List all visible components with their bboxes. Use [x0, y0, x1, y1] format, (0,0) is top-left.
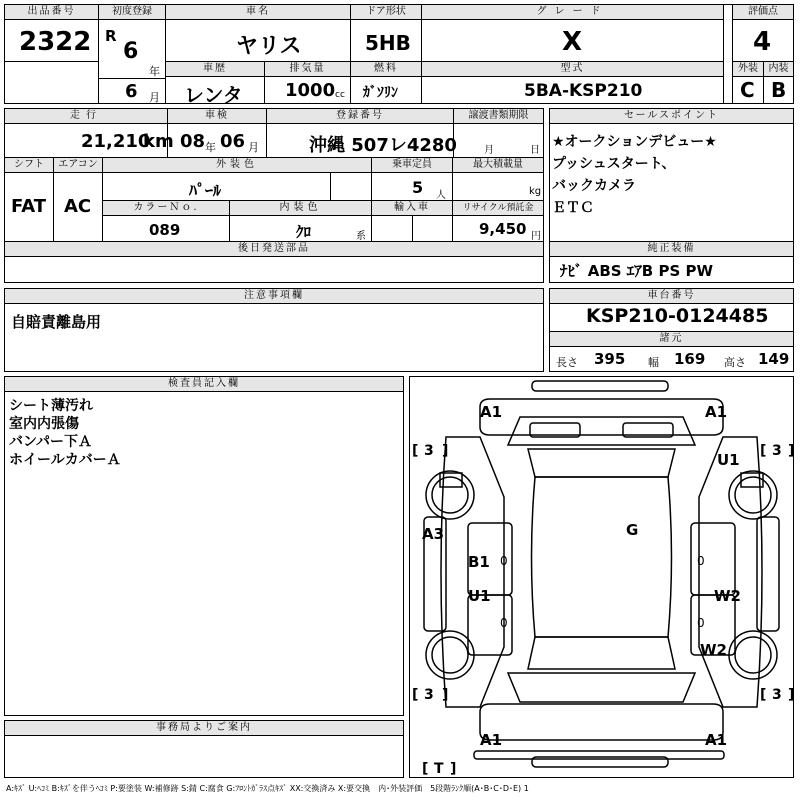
chassis-value: KSP210-0124485: [586, 305, 769, 327]
aircon-cell: [53, 157, 103, 242]
sales-point-line: バックカメラ: [552, 178, 636, 194]
door-bl-value: 0: [500, 616, 508, 630]
specs-width: 169: [674, 350, 706, 368]
door-value: 5HB: [365, 31, 411, 55]
door-cell: [350, 4, 422, 62]
specs-height-label: 高さ: [724, 356, 746, 369]
specs-length-label: 長さ: [556, 356, 578, 369]
model-label: 型式: [422, 62, 723, 77]
door-br-value: 0: [697, 616, 705, 630]
car-name-label: 車名: [166, 5, 350, 20]
first-reg-year-unit: 年: [149, 65, 160, 78]
first-reg-cell: [98, 4, 166, 104]
registration-cell: [266, 108, 457, 158]
tire-bracket-right: ]: [442, 443, 449, 459]
tire-bl-value: 3: [424, 687, 434, 703]
mileage-label: 走行: [5, 109, 167, 124]
max-load-unit: kg: [529, 186, 542, 197]
damage-legend: A:ｷｽﾞ U:ﾍｺﾐ B:ｷｽﾞを伴うﾍｺﾐ P:要塗装 W:補修跡 S:錆 C:腐食 G:ﾌﾛﾝﾄｶﾞﾗｽ点ｷｽﾞ XX:交換済み X:要交換 内･外装評価 5段階ﾗﾝｸ順(A･B･C･D･E) 1: [6, 784, 529, 793]
door-label: ドア形状: [351, 5, 421, 20]
tire-bracket-right: ]: [442, 687, 449, 703]
mark-u1-right: U1: [717, 451, 740, 469]
sales-point-line: ＥＴＣ: [552, 200, 594, 216]
ext-cell: [732, 61, 764, 104]
spare-bracket-right: ]: [450, 761, 457, 777]
mark-w2-right-top: W2: [714, 587, 741, 605]
import-label: 輸入車: [372, 201, 452, 216]
int-cell: [763, 61, 794, 104]
tire-bracket-left: [: [412, 443, 419, 459]
int-color-value: ｸﾛ: [296, 223, 312, 241]
lot-blank: [4, 61, 99, 104]
fuel-label: 燃料: [351, 62, 421, 77]
mark-a3-left: A3: [422, 525, 445, 543]
ext-label: 外装: [733, 62, 763, 77]
inspection-month: 06: [220, 131, 246, 152]
shift-cell: [4, 157, 54, 242]
equipment-label: 純正装備: [550, 242, 793, 257]
inspection-year-unit: 年: [205, 141, 216, 154]
capacity-cell: [371, 157, 453, 201]
inspector-line: 室内内張傷: [9, 416, 79, 432]
sales-points-panel: [549, 108, 794, 242]
first-reg-month-unit: 月: [149, 91, 160, 104]
fuel-value: ｶﾞｿﾘﾝ: [363, 85, 398, 101]
tire-bracket-left: [: [760, 443, 767, 459]
transfer-label: 譲渡書類期限: [454, 109, 543, 124]
max-load-label: 最大積載量: [453, 158, 543, 173]
mark-g: G: [626, 521, 639, 539]
door-tr-value: 0: [697, 554, 705, 568]
car-diagram: [410, 377, 793, 777]
car-name-cell: [165, 4, 351, 62]
car-name-value: ヤリス: [236, 34, 302, 59]
recycle-label: リサイクル預託金: [453, 201, 543, 216]
ext-color-cell: [102, 157, 372, 201]
transfer-cell: [453, 108, 544, 158]
mark-front-right: A1: [705, 403, 728, 421]
mark-b1: B1: [468, 553, 490, 571]
equipment-cell: [549, 241, 794, 283]
mark-front-left: A1: [480, 403, 503, 421]
ext-color-value: ﾊﾟｰﾙ: [189, 181, 222, 200]
transfer-month-unit: 月: [484, 145, 494, 156]
inspection-label: 車検: [168, 109, 266, 124]
import-cell: [371, 200, 453, 242]
chassis-cell: [549, 288, 794, 332]
max-load-cell: [452, 157, 544, 201]
color-no-label: カラーＮｏ.: [103, 201, 229, 216]
mileage-value: 21,210: [81, 131, 151, 152]
inspection-month-unit: 月: [248, 141, 259, 154]
tire-bracket-right: ]: [788, 687, 795, 703]
history-cell: [165, 61, 265, 107]
inspector-line: ホイールカバーＡ: [9, 452, 121, 468]
notes-label: 注意事項欄: [5, 289, 543, 304]
mileage-cell: [4, 108, 174, 158]
displacement-value: 1000: [285, 80, 336, 101]
specs-height: 149: [758, 350, 790, 368]
inspection-cell: [167, 108, 267, 158]
later-parts-cell: [4, 241, 544, 283]
tire-br-value: 3: [772, 687, 782, 703]
office-panel: [4, 720, 404, 778]
sales-point-line: プッシュスタート、: [552, 156, 676, 172]
color-no-cell: [102, 200, 230, 242]
score-cell: [732, 4, 794, 62]
tire-bracket-right: ]: [788, 443, 795, 459]
door-tl-value: 0: [500, 554, 508, 568]
mark-rear-right: A1: [705, 731, 728, 749]
capacity-label: 乗車定員: [372, 158, 452, 173]
tire-bracket-left: [: [760, 687, 767, 703]
aircon-value: AC: [64, 196, 92, 217]
inspector-label: 検査員記入欄: [5, 377, 403, 392]
lot-number: 2322: [19, 27, 92, 57]
transfer-day-unit: 日: [530, 145, 540, 156]
equipment-value: ﾅﾋﾞ ABS ｴｱB PS PW: [560, 262, 714, 280]
capacity-value: 5: [412, 178, 424, 197]
aircon-label: エアコン: [54, 158, 102, 173]
specs-label: 諸元: [550, 332, 793, 347]
notes-cell: [4, 288, 544, 372]
specs-cell: [549, 331, 794, 372]
specs-width-label: 幅: [648, 356, 659, 369]
displacement-label: 排気量: [265, 62, 350, 77]
mileage-unit: km: [143, 131, 174, 152]
lot-label: 出品番号: [5, 5, 98, 20]
tire-tl-value: 3: [424, 443, 434, 459]
lot-cell: [4, 4, 99, 62]
notes-value: 自賠責離島用: [11, 313, 102, 331]
registration-value: 沖縄 507レ4280: [309, 135, 457, 156]
tire-tr-value: 3: [772, 443, 782, 459]
spare-value: T: [434, 761, 444, 777]
int-color-label: 内装色: [230, 201, 371, 216]
score-label: 評価点: [733, 5, 793, 20]
registration-label: 登録番号: [267, 109, 453, 124]
fuel-cell: [350, 61, 422, 104]
int-label: 内装: [764, 62, 793, 77]
model-cell: [421, 61, 724, 104]
int-value: B: [771, 78, 787, 102]
recycle-value: 9,450: [479, 220, 527, 238]
office-label: 事務局よりご案内: [5, 721, 403, 736]
inspector-line: シート薄汚れ: [9, 398, 93, 414]
history-label: 車歴: [166, 62, 264, 77]
inspection-year: 08: [180, 131, 206, 152]
mark-u1-left: U1: [468, 587, 491, 605]
first-reg-month: 6: [125, 81, 138, 102]
spare-bracket-left: [: [422, 761, 429, 777]
specs-length: 395: [594, 350, 626, 368]
sales-point-line: ★オークションデビュー★: [552, 134, 717, 150]
first-reg-era: R: [105, 27, 117, 45]
score-value: 4: [753, 27, 772, 57]
chassis-label: 車台番号: [550, 289, 793, 304]
model-value: 5BA-KSP210: [524, 81, 643, 101]
grade-value: X: [562, 27, 583, 57]
sales-points-label: セールスポイント: [550, 109, 793, 124]
color-no-value: 089: [149, 221, 181, 239]
later-parts-label: 後日発送部品: [5, 242, 543, 257]
shift-label: シフト: [5, 158, 53, 173]
grade-cell: [421, 4, 724, 62]
car-diagram-panel: [409, 376, 794, 778]
ext-value: C: [740, 78, 755, 102]
displacement-cell: [264, 61, 351, 104]
int-color-unit: 系: [356, 231, 366, 242]
mark-w2-right-bottom: W2: [700, 641, 727, 659]
history-value: レンタ: [184, 83, 243, 107]
displacement-unit: cc: [335, 90, 345, 100]
mark-rear-left: A1: [480, 731, 503, 749]
recycle-unit: 円: [531, 231, 541, 242]
inspector-line: バンパー下Ａ: [9, 434, 93, 450]
inspector-panel: [4, 376, 404, 716]
tire-bracket-left: [: [412, 687, 419, 703]
recycle-cell: [452, 200, 544, 242]
int-color-cell: [229, 200, 372, 242]
grade-label: グレード: [422, 5, 723, 20]
capacity-unit: 人: [436, 190, 446, 201]
first-reg-label: 初度登録: [99, 5, 165, 20]
first-reg-year: 6: [123, 39, 139, 64]
ext-color-label: 外装色: [103, 158, 371, 173]
shift-value: FAT: [11, 196, 47, 217]
